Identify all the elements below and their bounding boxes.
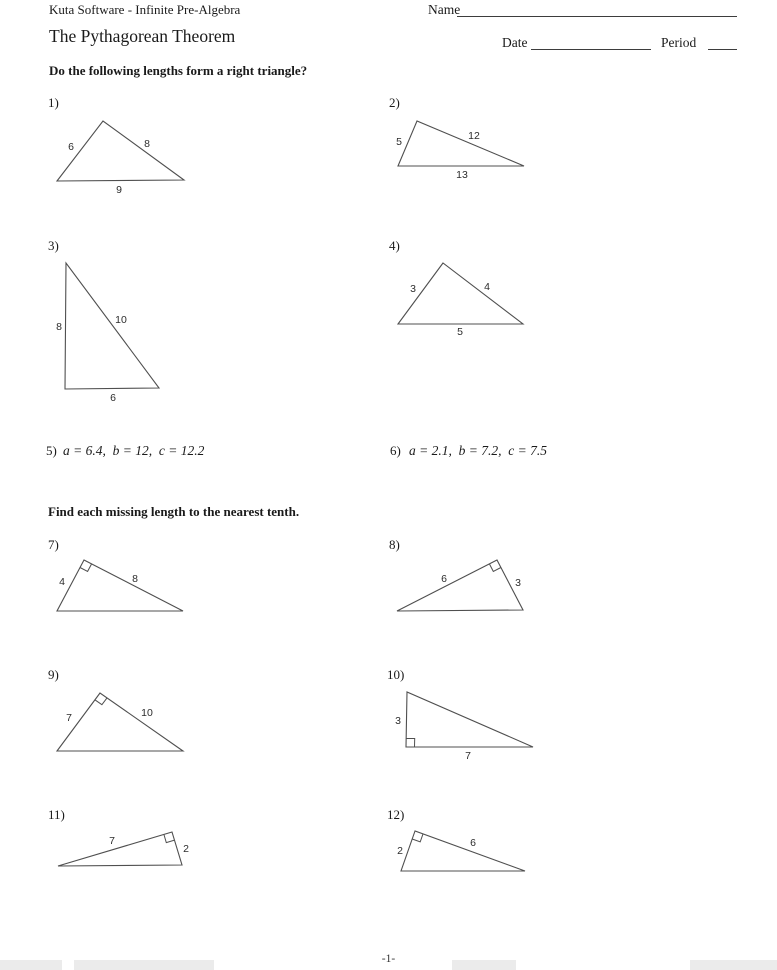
problem-12-number: 12) xyxy=(387,807,405,822)
problem-3-number: 3) xyxy=(48,238,59,253)
problem-6-number: 6) xyxy=(390,443,401,458)
problem-2-triangle xyxy=(398,121,524,166)
problem-8-side-label-3: 3 xyxy=(515,577,521,589)
problem-6-given-lengths: a = 2.1, b = 7.2, c = 7.5 xyxy=(409,443,547,458)
problem-9-side-label-7: 7 xyxy=(66,712,72,724)
problem-5-number: 5) xyxy=(46,443,57,458)
problem-7-number: 7) xyxy=(48,537,59,552)
scan-artifact xyxy=(74,960,214,970)
problem-10-number: 10) xyxy=(387,667,405,682)
problem-11-number: 11) xyxy=(48,807,65,822)
problem-11-side-label-2: 2 xyxy=(183,843,189,855)
problem-12-side-label-2: 2 xyxy=(397,845,403,857)
problem-5-given-lengths: a = 6.4, b = 12, c = 12.2 xyxy=(63,443,205,458)
kuta-software-header: Kuta Software - Infinite Pre-Algebra xyxy=(49,2,241,17)
problem-7-side-label-4: 4 xyxy=(59,576,65,588)
problem-10-right-angle-marker xyxy=(406,739,415,748)
problem-3-side-label-8: 8 xyxy=(56,321,62,333)
problem-3-side-label-6: 6 xyxy=(110,392,116,404)
problem-2-number: 2) xyxy=(389,95,400,110)
problem-1-number: 1) xyxy=(48,95,59,110)
problem-4-triangle xyxy=(398,263,523,324)
problem-7-side-label-8: 8 xyxy=(132,573,138,585)
problem-11-side-label-7: 7 xyxy=(109,835,115,847)
problem-1-side-label-8: 8 xyxy=(144,138,150,150)
problem-8-number: 8) xyxy=(389,537,400,552)
problem-2-side-label-12: 12 xyxy=(468,130,480,142)
problem-10-side-label-7: 7 xyxy=(465,750,471,762)
problem-4-side-label-3: 3 xyxy=(410,283,416,295)
section-2-heading: Find each missing length to the nearest tenth. xyxy=(48,504,300,519)
scan-artifact xyxy=(690,960,777,970)
problem-9-number: 9) xyxy=(48,667,59,682)
problem-12-triangle xyxy=(401,831,525,871)
scan-artifact xyxy=(452,960,516,970)
problem-10-triangle xyxy=(406,692,533,747)
problem-12-side-label-6: 6 xyxy=(470,837,476,849)
problem-9-triangle xyxy=(57,693,183,751)
name-label: Name xyxy=(428,2,461,17)
problem-10-side-label-3: 3 xyxy=(395,715,401,727)
problem-1-triangle xyxy=(57,121,184,181)
problem-9-right-angle-marker xyxy=(95,698,107,705)
problem-3-triangle xyxy=(65,263,159,389)
problem-4-side-label-4: 4 xyxy=(484,281,490,293)
page-number: -1- xyxy=(381,953,396,965)
problem-11-triangle xyxy=(58,832,182,866)
problem-1-side-label-9: 9 xyxy=(116,184,122,196)
date-label: Date xyxy=(502,35,528,50)
section-1-heading: Do the following lengths form a right triangle? xyxy=(49,63,308,78)
period-label: Period xyxy=(661,35,697,50)
problem-2-side-label-13: 13 xyxy=(456,169,468,181)
problem-1-side-label-6: 6 xyxy=(68,141,74,153)
problem-8-side-label-6: 6 xyxy=(441,573,447,585)
problem-4-side-label-5: 5 xyxy=(457,326,463,338)
worksheet-title: The Pythagorean Theorem xyxy=(49,26,236,46)
problem-4-number: 4) xyxy=(389,238,400,253)
problem-2-side-label-5: 5 xyxy=(396,136,402,148)
problem-7-triangle xyxy=(57,560,183,611)
problem-8-triangle xyxy=(397,560,523,611)
problem-3-side-label-10: 10 xyxy=(115,314,127,326)
problem-9-side-label-10: 10 xyxy=(141,707,153,719)
scan-artifact xyxy=(0,960,62,970)
